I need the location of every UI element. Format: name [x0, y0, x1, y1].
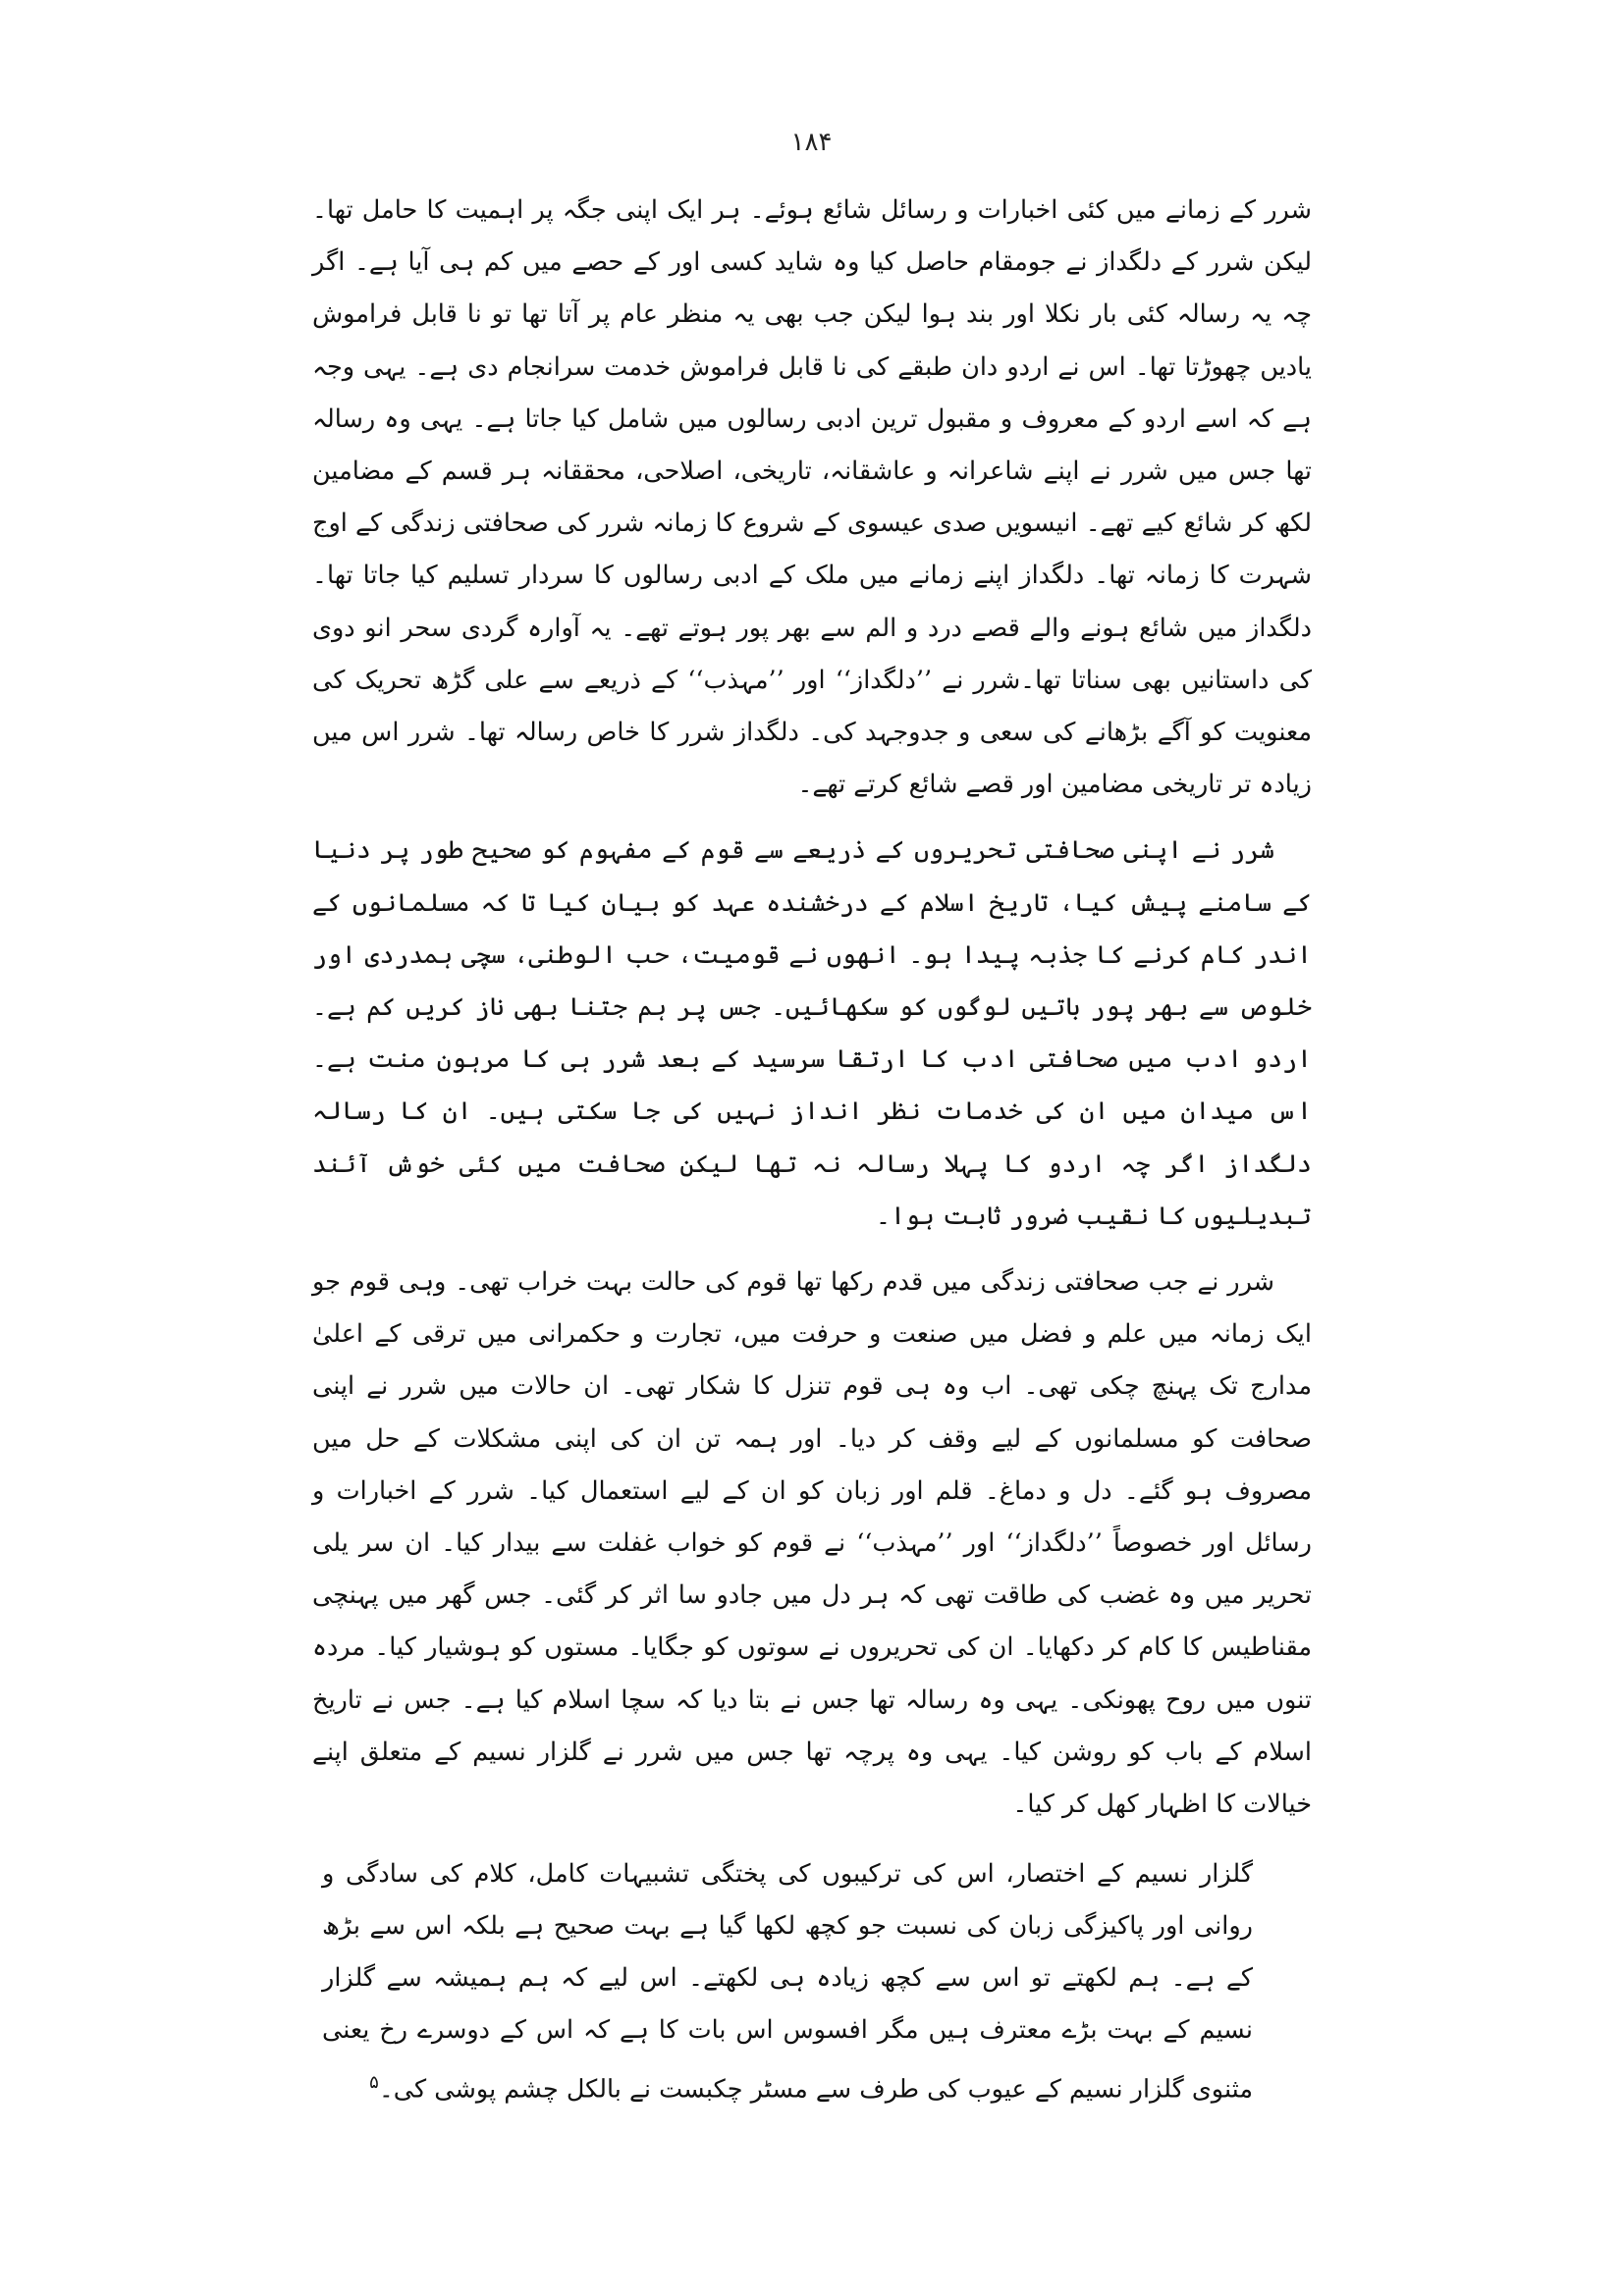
paragraph-journalistic-writings: شرر نے اپنی صحافتی تحریروں کے ذریعے سے قوم کے مفہوم کو صحیح طور پر دنیا کے سامنے پیش کیا، تاریخ اسلام کے درخشندہ عہد کو بیان کیا تا کہ مسلمانوں کے اندر کام کرنے کا جذبہ پیدا ہو۔ انھوں نے قومیت، حب الوطنی، سچی ہمدردی اور خلوص سے بھر پور باتیں لوگوں کو سکھائیں۔ جس پر ہم جتنا بھی ناز کریں کم ہے۔ اردو ادب میں صحافتی ادب کا ارتقا سرسید کے بعد شرر ہی کا مرہون منت ہے۔ اس میدان میں ان کی خدمات نظر انداز نہیں کی جا سکتی ہیں۔ ان کا رسالہ دلگداز اگر چہ اردو کا پہلا رسالہ نہ تھا لیکن صحافت میں کئی خوش آئند تبدیلیوں کا نقیب ضرور ثابت ہوا۔ — [312, 835, 1312, 1231]
paragraph-nation-condition: شرر نے جب صحافتی زندگی میں قدم رکھا تھا قوم کی حالت بہت خراب تھی۔ وہی قوم جو ایک زمانہ میں علم و فضل میں صنعت و حرفت میں، تجارت و حکمرانی میں ترقی کے اعلیٰ مدارج تک پہنچ چکی تھی۔ اب وہ ہی قوم تنزل کا شکار تھی۔ ان حالات میں شرر نے اپنی صحافت کو مسلمانوں کے لیے وقف کر دیا۔ اور ہمہ تن ان کی اپنی مشکلات کے حل میں مصروف ہو گئے۔ دل و دماغ۔ قلم اور زبان کو ان کے لیے استعمال کیا۔ شرر کے اخبارات و رسائل اور خصوصاً ’’دلگداز‘‘ اور ’’مہذب‘‘ نے قوم کو خواب غفلت سے بیدار کیا۔ ان سر یلی تحریر میں وہ غضب کی طاقت تھی کہ ہر دل میں جادو سا اثر کر گئی۔ جس گھر میں پہنچی مقناطیس کا کام کر دکھایا۔ ان کی تحریروں نے سوتوں کو جگایا۔ مستوں کو ہوشیار کیا۔ مردہ تنوں میں روح پھونکی۔ یہی وہ رسالہ تھا جس نے بتا دیا کہ سچا اسلام کیا ہے۔ جس نے تاریخ اسلام کے باب کو روشن کیا۔ یہی وہ پرچہ تھا جس میں شرر نے گلزار نسیم کے متعلق اپنے خیالات کا اظہار کھل کر کیا۔ — [312, 1267, 1313, 1820]
block-quote-gulzar-e-naseem — [322, 1848, 1253, 2116]
quote-text: گلزار نسیم کے اختصار، اس کی ترکیبوں کی پختگی تشبیہات کامل، کلام کی سادگی و روانی اور پاکیزگی زبان کی نسبت جو کچھ لکھا گیا ہے بہت صحیح ہے بلکہ اس سے بڑھ کے ہے۔ ہم لکھتے تو اس سے کچھ زیادہ ہی لکھتے۔ اس لیے کہ ہم ہمیشہ سے گلزار نسیم کے بہت بڑے معترف ہیں مگر افسوس اس بات کا ہے کہ اس کے دوسرے رخ یعنی مثنوی گلزار نسیم کے عیوب کی طرف سے مسٹر چکبست نے بالکل چشم پوشی کی۔ — [322, 1859, 1254, 2105]
page-body — [312, 185, 1312, 2116]
footnote-marker: ۵ — [369, 2072, 379, 2094]
paragraph-dilgudaz-history: شرر کے زمانے میں کئی اخبارات و رسائل شائع ہوئے۔ ہر ایک اپنی جگہ پر اہمیت کا حامل تھا۔لیکن شرر کے دلگداز نے جومقام حاصل کیا وہ شاید کسی اور کے حصے میں کم ہی آیا ہے۔ اگر چہ یہ رسالہ کئی بار نکلا اور بند ہوا لیکن جب بھی یہ منظر عام پر آتا تھا تو نا قابل فراموش یادیں چھوڑتا تھا۔ اس نے اردو دان طبقے کی نا قابل فراموش خدمت سرانجام دی ہے۔ یہی وجہ ہے کہ اسے اردو کے معروف و مقبول ترین ادبی رسالوں میں شامل کیا جاتا ہے۔ یہی وہ رسالہ تھا جس میں شرر نے اپنے شاعرانہ و عاشقانہ، تاریخی، اصلاحی، محققانہ ہر قسم کے مضامین لکھ کر شائع کیے تھے۔ انیسویں صدی عیسوی کے شروع کا زمانہ شرر کی صحافتی زندگی کے اوج شہرت کا زمانہ تھا۔ دلگداز اپنے زمانے میں ملک کے ادبی رسالوں کا سردار تسلیم کیا جاتا تھا۔ دلگداز میں شائع ہونے والے قصے درد و الم سے بھر پور ہوتے تھے۔ یہ آوارہ گردی سحر انو دوی کی داستانیں بھی سناتا تھا۔شرر نے ’’دلگداز‘‘ اور ’’مہذب‘‘ کے ذریعے سے علی گڑھ تحریک کی معنویت کو آگے بڑھانے کی سعی و جدوجہد کی۔ دلگداز شرر کا خاص رسالہ تھا۔ شرر اس میں زیادہ تر تاریخی مضامین اور قصے شائع کرتے تھے۔ — [312, 195, 1313, 800]
page-number: ۱۸۴ — [790, 128, 833, 157]
